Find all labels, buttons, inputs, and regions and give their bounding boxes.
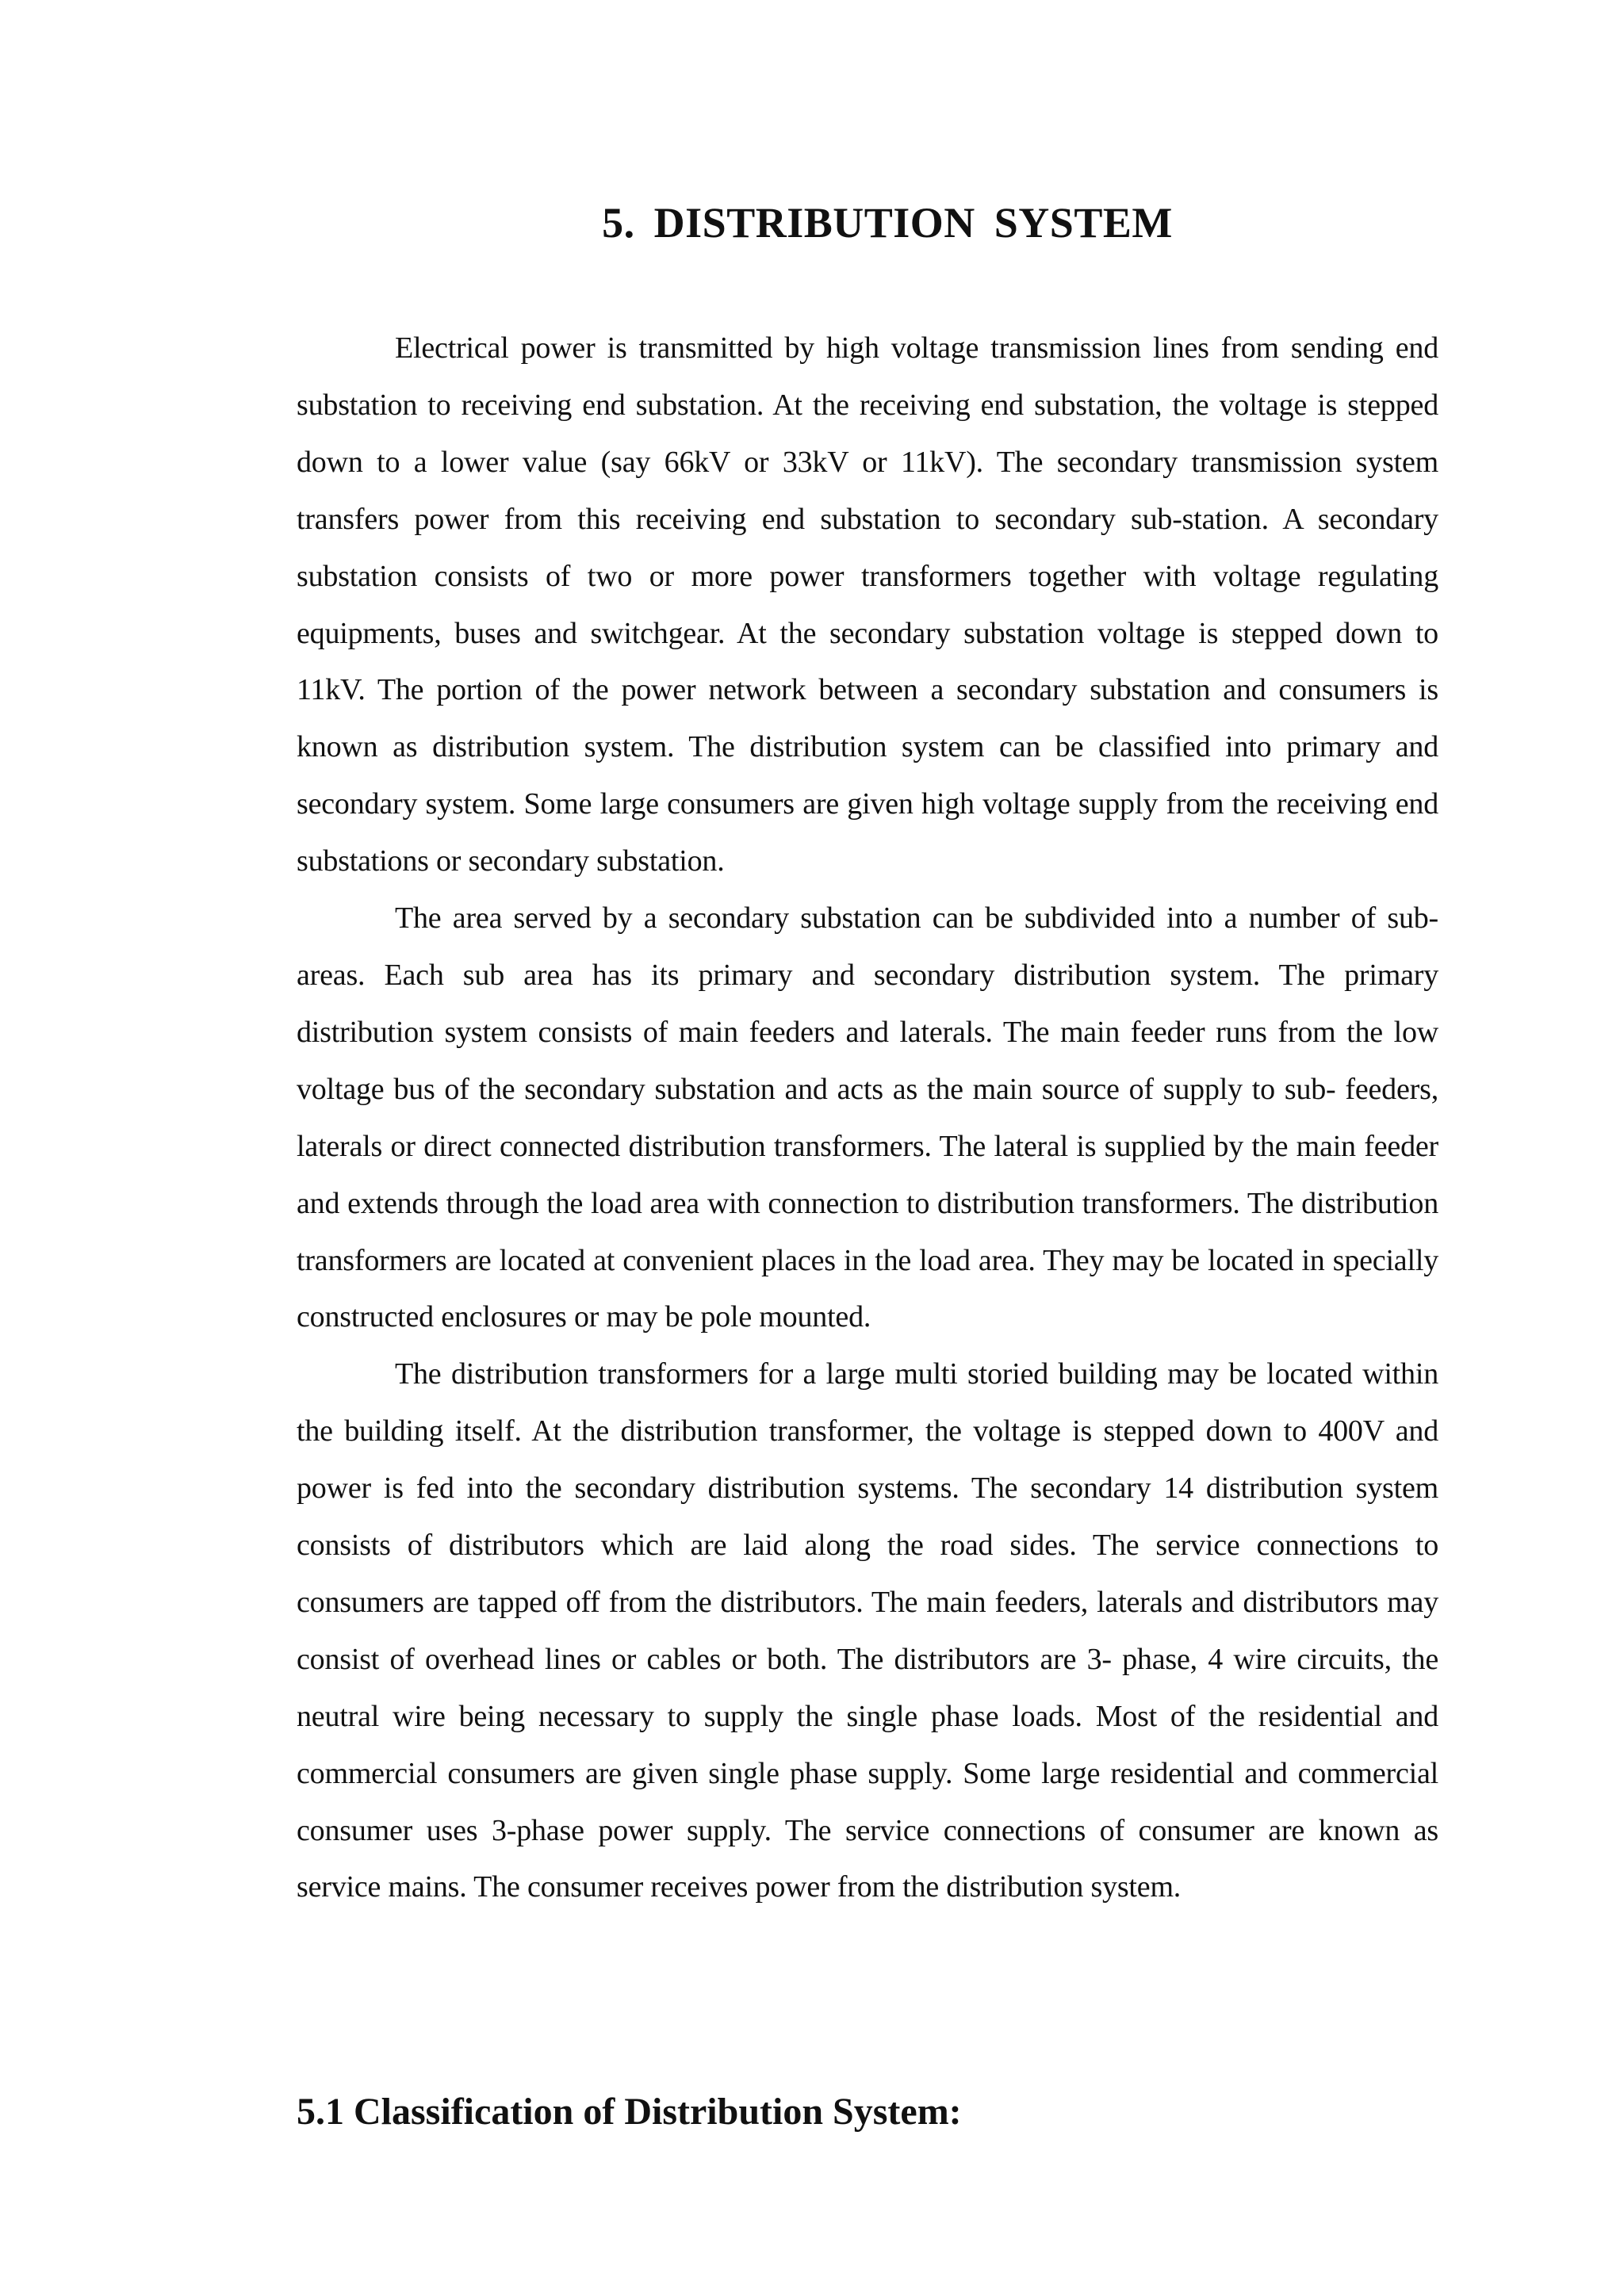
section-heading: 5.1 Classification of Distribution System: xyxy=(297,2091,962,2133)
paragraph-1: Electrical power is transmitted by high voltage transmission lines from sending end substation to receiving end substation. At the receiving end substation, the voltage is stepped down to a lower value (say 66kV or 33kV or 11kV). The secondary transmission system transfers power from this receiving end substation to secondary sub-station. A secondary substation consists of two or more power transformers together with voltage regulating equipments, buses and switchgear. At the secondary substation voltage is stepped down to 11kV. The portion of the power network between a secondary substation and consumers is known as distribution system. The distribution system can be classified into primary and secondary system. Some large consumers are given high voltage supply from the receiving end substations or secondary substation. xyxy=(297,331,1438,878)
chapter-title: 5. DISTRIBUTION SYSTEM xyxy=(602,199,1173,247)
paragraph-2: The area served by a secondary substation can be subdivided into a number of sub- areas. Each sub area has its primary and secondary distribution system. The primary distribution system consists of main feeders and laterals. The main feeder runs from the low voltage bus of the secondary substation and acts as the main source of supply to sub- feeders, laterals or direct connected distribution transformers. The lateral is supplied by the main feeder and extends through the load area with connection to distribution transformers. The distribution transformers are located at convenient places in the load area. They may be located in specially constructed enclosures or may be pole mounted. xyxy=(297,901,1438,1334)
body-text xyxy=(297,320,1438,1916)
paragraph-3: The distribution transformers for a large multi storied building may be located within the building itself. At the distribution transformer, the voltage is stepped down to 400V and power is fed into the secondary distribution systems. The secondary 14 distribution system consists of distributors which are laid along the road sides. The service connections to consumers are tapped off from the distributors. The main feeders, laterals and distributors may consist of overhead lines or cables or both. The distributors are 3- phase, 4 wire circuits, the neutral wire being necessary to supply the single phase loads. Most of the residential and commercial consumers are given single phase supply. Some large residential and commercial consumer uses 3-phase power supply. The service connections of consumer are known as service mains. The consumer receives power from the distribution system. xyxy=(297,1357,1438,1904)
